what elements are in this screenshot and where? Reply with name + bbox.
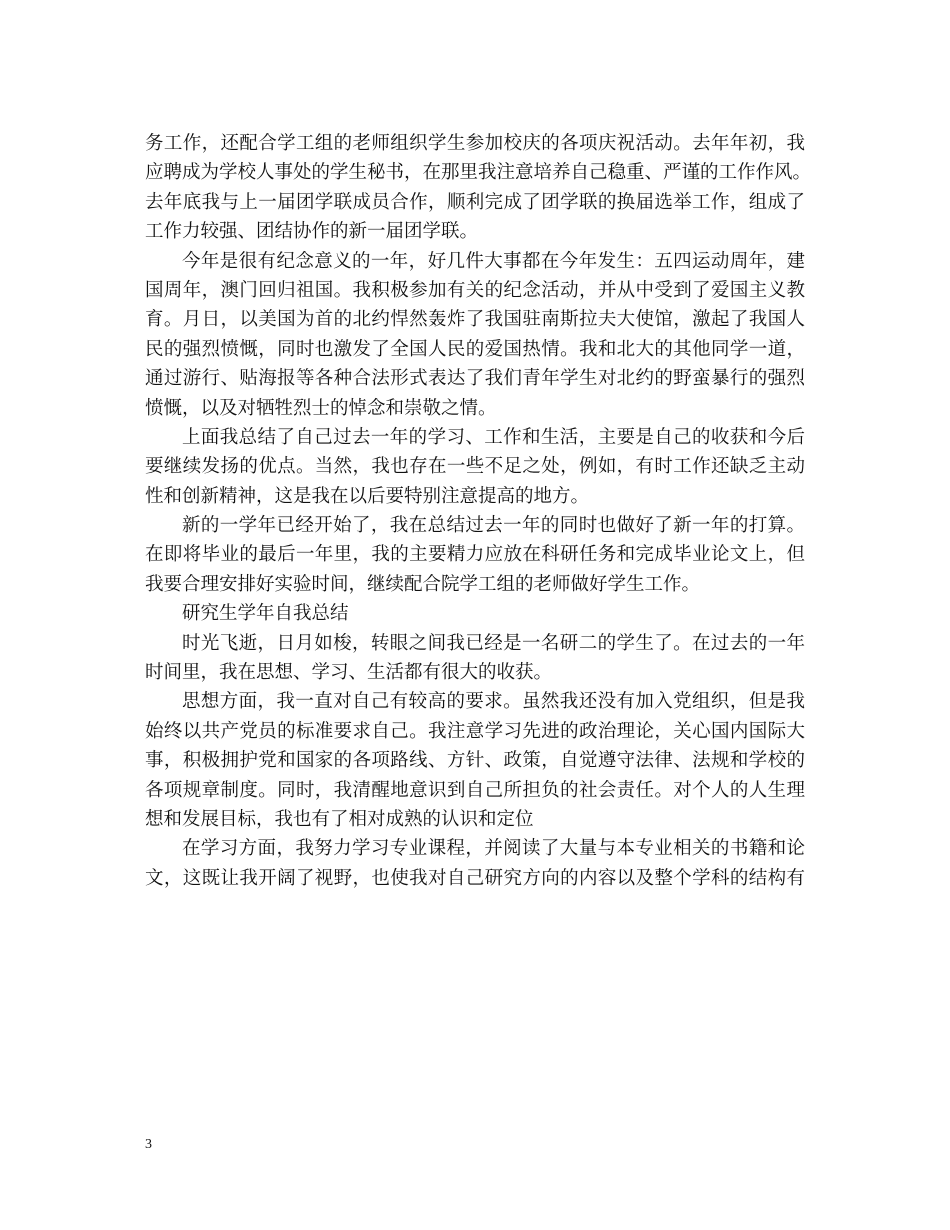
text-line: 通过游行、贴海报等各种合法形式表达了我们青年学生对北约的野蛮暴行的强烈 xyxy=(145,368,805,390)
text-line: 上面我总结了自己过去一年的学习、工作和生活，主要是自己的收获和今后 xyxy=(182,426,805,448)
text-line: 国周年，澳门回归祖国。我积极参加有关的纪念活动，并从中受到了爱国主义教 xyxy=(145,279,805,301)
page-number: 3 xyxy=(145,1137,152,1152)
text-line: 时光飞逝，日月如梭，转眼之间我已经是一名研二的学生了。在过去的一年 xyxy=(182,632,805,654)
text-line: 去年底我与上一届团学联成员合作，顺利完成了团学联的换届选举工作，组成了 xyxy=(145,191,805,213)
text-line: 愤慨，以及对牺牲烈士的悼念和崇敬之情。 xyxy=(145,397,497,419)
text-line: 要继续发扬的优点。当然，我也存在一些不足之处，例如，有时工作还缺乏主动 xyxy=(145,456,805,478)
text-line: 文，这既让我开阔了视野，也使我对自己研究方向的内容以及整个学科的结构有 xyxy=(145,867,805,889)
text-line: 始终以共产党员的标准要求自己。我注意学习先进的政治理论，关心国内国际大 xyxy=(145,720,805,742)
text-line: 我要合理安排好实验时间，继续配合院学工组的老师做好学生工作。 xyxy=(145,573,701,595)
text-line: 各项规章制度。同时，我清醒地意识到自己所担负的社会责任。对个人的人生理 xyxy=(145,779,805,801)
text-line: 思想方面，我一直对自己有较高的要求。虽然我还没有加入党组织，但是我 xyxy=(182,691,805,713)
text-line: 今年是很有纪念意义的一年，好几件大事都在今年发生：五四运动周年，建 xyxy=(182,250,805,272)
text-line: 性和创新精神，这是我在以后要特别注意提高的地方。 xyxy=(145,485,590,507)
text-line: 想和发展目标，我也有了相对成熟的认识和定位 xyxy=(145,808,534,830)
text-line: 在即将毕业的最后一年里，我的主要精力应放在科研任务和完成毕业论文上，但 xyxy=(145,544,805,566)
document-body xyxy=(145,129,812,893)
text-line: 事，积极拥护党和国家的各项路线、方针、政策，自觉遵守法律、法规和学校的 xyxy=(145,750,805,772)
text-line: 时间里，我在思想、学习、生活都有很大的收获。 xyxy=(145,662,553,684)
text-line: 在学习方面，我努力学习专业课程，并阅读了大量与本专业相关的书籍和论 xyxy=(182,838,805,860)
text-line: 育。月日，以美国为首的北约悍然轰炸了我国驻南斯拉夫大使馆，激起了我国人 xyxy=(145,309,805,331)
text-line: 应聘成为学校人事处的学生秘书，在那里我注意培养自己稳重、严谨的工作作风。 xyxy=(145,162,812,184)
text-line: 工作力较强、团结协作的新一届团学联。 xyxy=(145,221,479,243)
text-line: 民的强烈愤慨，同时也激发了全国人民的爱国热情。我和北大的其他同学一道， xyxy=(145,338,805,360)
text-line: 研究生学年自我总结 xyxy=(182,603,349,625)
text-line: 务工作，还配合学工组的老师组织学生参加校庆的各项庆祝活动。去年年初，我 xyxy=(145,133,805,154)
text-line: 新的一学年已经开始了，我在总结过去一年的同时也做好了新一年的打算。 xyxy=(182,515,805,537)
